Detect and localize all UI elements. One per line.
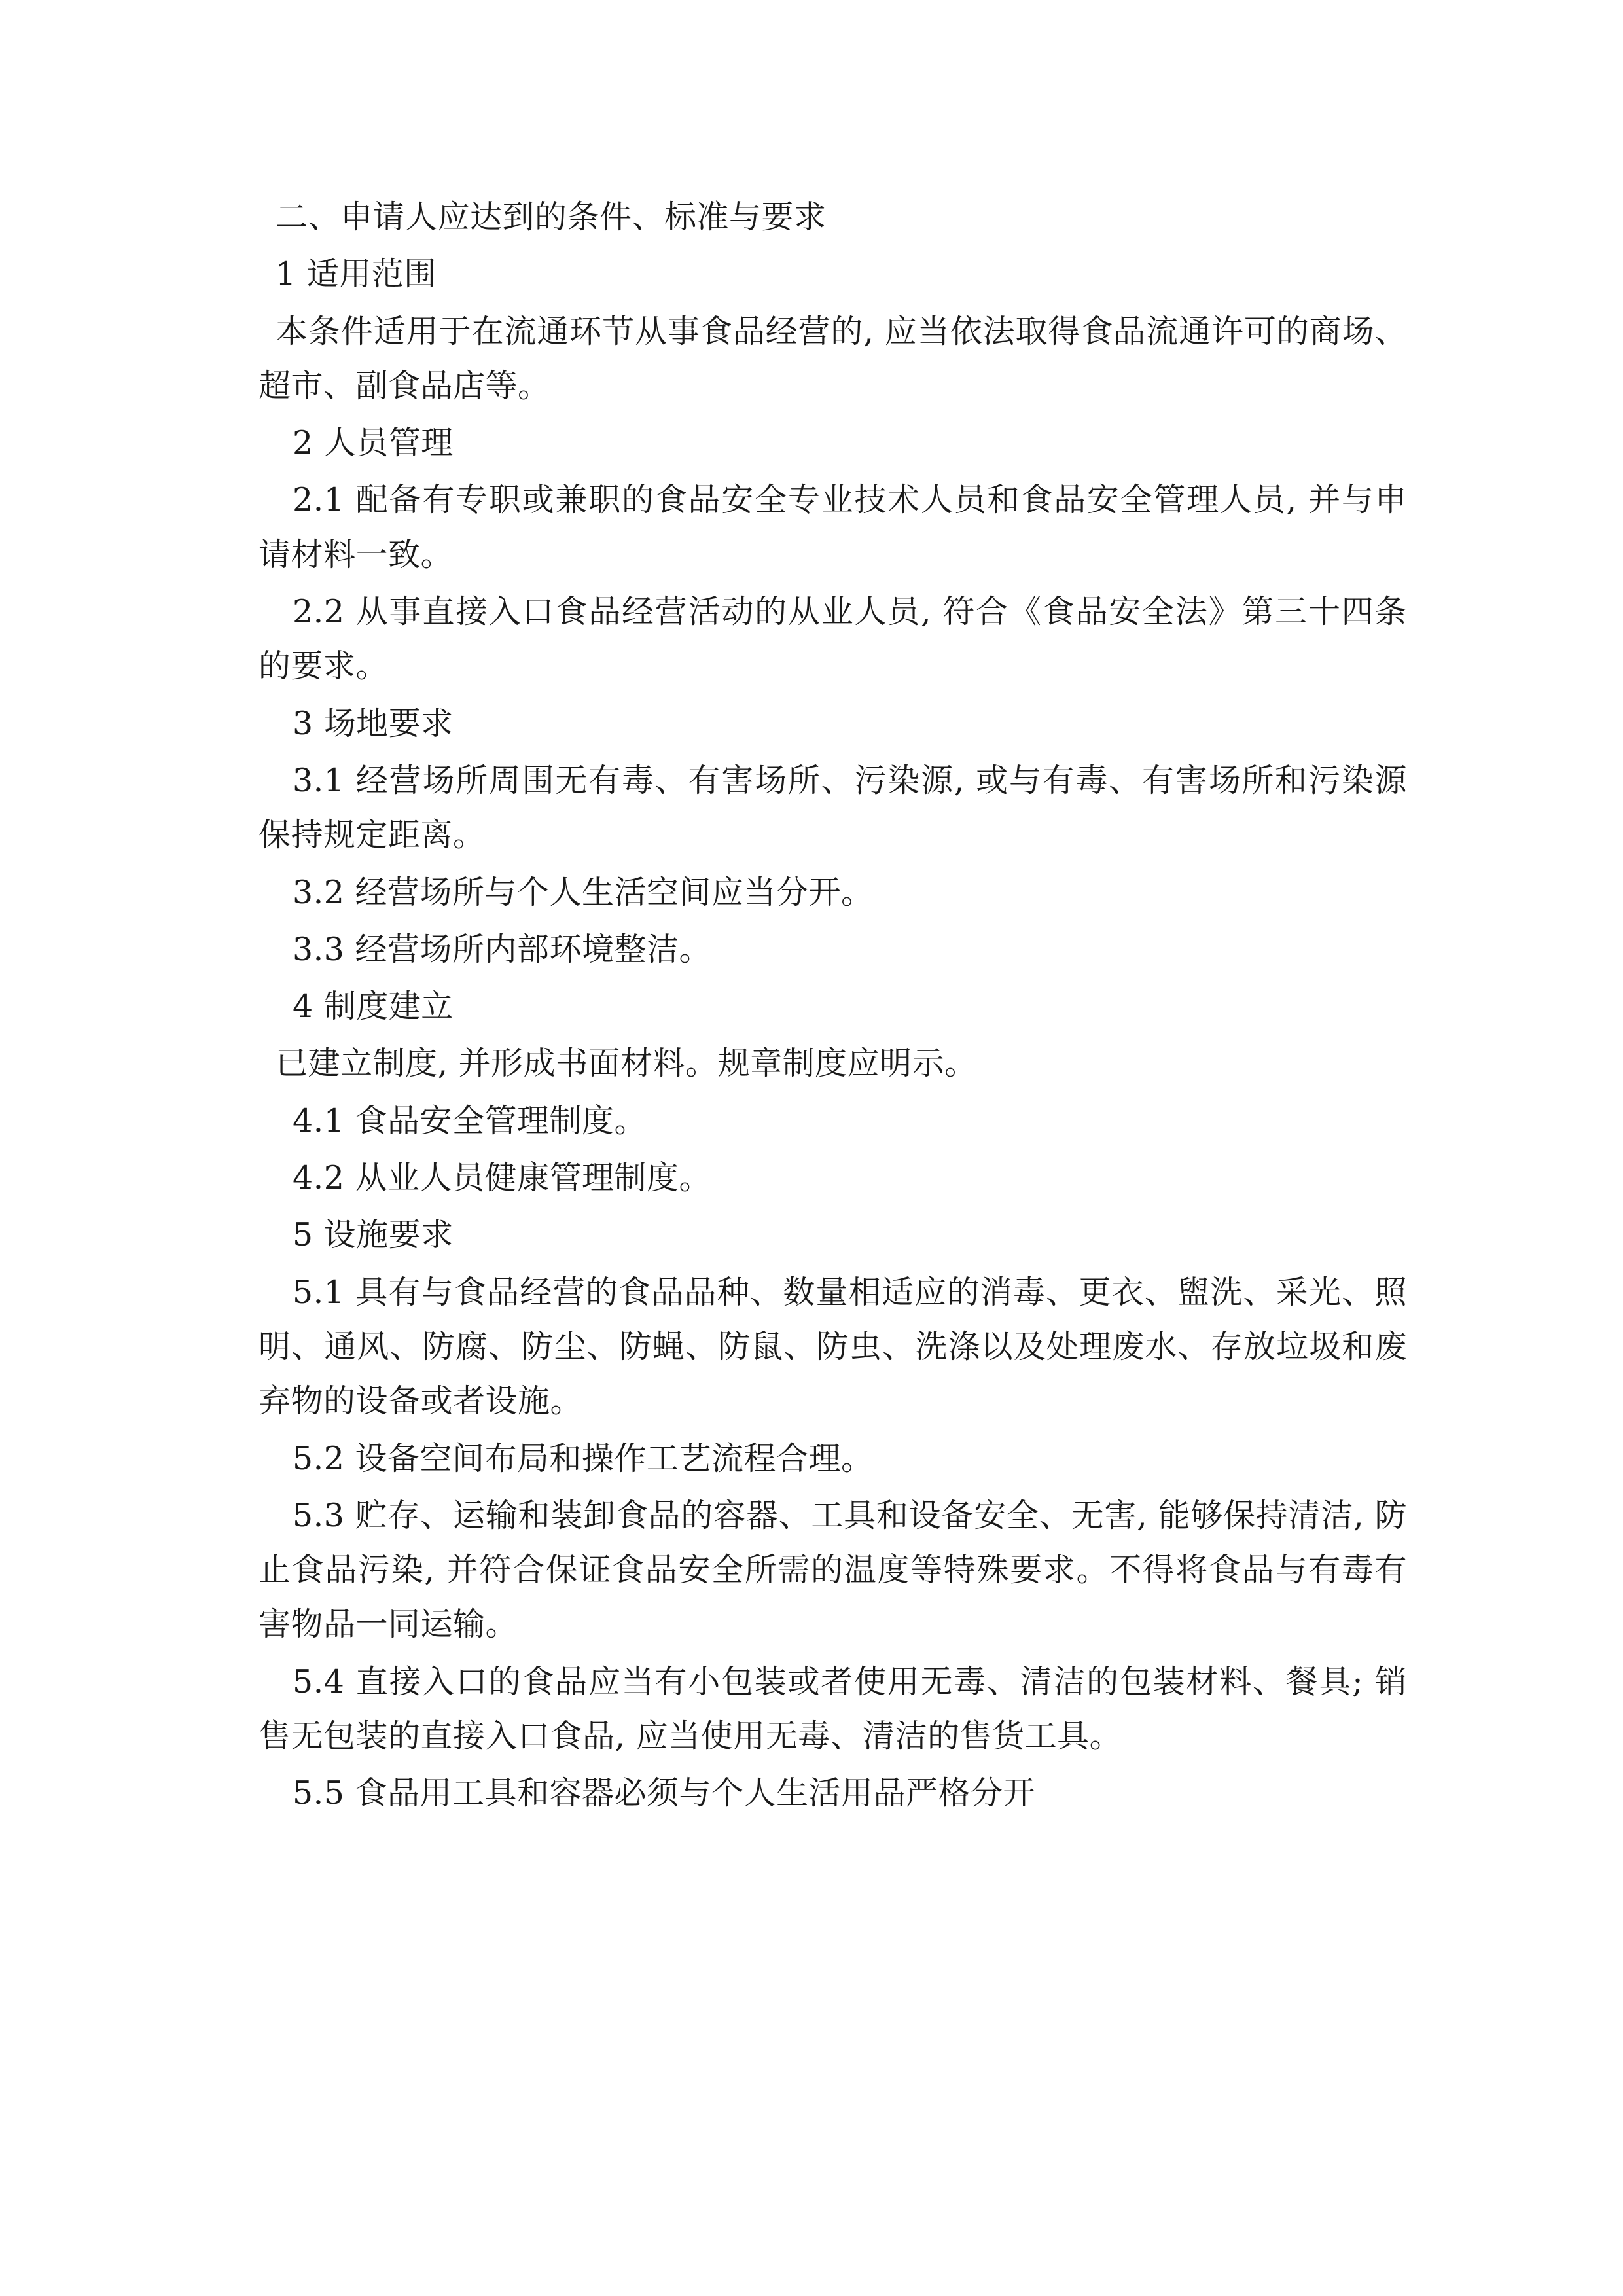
item-3-3: 3.3 经营场所内部环境整洁。 — [293, 930, 712, 968]
item-2-2: 2.2 从事直接入口食品经营活动的从业人员, 符合《食品安全法》第三十四条的要求。 — [259, 593, 1407, 685]
item-1-body: 本条件适用于在流通环节从事食品经营的, 应当依法取得食品流通许可的商场、超市、副食品店等。 — [259, 312, 1407, 404]
item-5-1: 5.1 具有与食品经营的食品品种、数量相适应的消毒、更衣、盥洗、采光、照明、通风、防腐、防尘、防蝇、防鼠、防虫、洗涤以及处理废水、存放垃圾和废弃物的设备或者设施。 — [259, 1273, 1407, 1420]
item-5-title: 5 设施要求 — [293, 1216, 454, 1254]
item-1-title: 1 适用范围 — [276, 255, 437, 293]
item-5-5: 5.5 食品用工具和容器必须与个人生活用品严格分开 — [293, 1774, 1036, 1812]
item-4-body: 已建立制度, 并形成书面材料。规章制度应明示。 — [276, 1045, 977, 1083]
section-heading: 二、申请人应达到的条件、标准与要求 — [276, 198, 827, 236]
item-3-title: 3 场地要求 — [293, 704, 454, 742]
document-body — [259, 190, 1407, 1821]
item-4-title: 4 制度建立 — [293, 988, 454, 1026]
item-2-1: 2.1 配备有专职或兼职的食品安全专业技术人员和食品安全管理人员, 并与申请材料一致。 — [259, 481, 1407, 573]
item-3-2: 3.2 经营场所与个人生活空间应当分开。 — [293, 873, 874, 911]
item-5-4: 5.4 直接入口的食品应当有小包装或者使用无毒、清洁的包装材料、餐具; 销售无包装的直接入口食品, 应当使用无毒、清洁的售货工具。 — [259, 1662, 1407, 1755]
item-5-3: 5.3 贮存、运输和装卸食品的容器、工具和设备安全、无害, 能够保持清洁, 防止食品污染, 并符合保证食品安全所需的温度等特殊要求。不得将食品与有毒有害物品一同运输。 — [259, 1496, 1407, 1643]
item-4-1: 4.1 食品安全管理制度。 — [293, 1102, 647, 1139]
item-4-2: 4.2 从业人员健康管理制度。 — [293, 1159, 712, 1197]
item-3-1: 3.1 经营场所周围无有毒、有害场所、污染源, 或与有毒、有害场所和污染源保持规定距离。 — [259, 761, 1407, 854]
item-2-title: 2 人员管理 — [293, 424, 454, 462]
item-5-2: 5.2 设备空间布局和操作工艺流程合理。 — [293, 1439, 874, 1477]
